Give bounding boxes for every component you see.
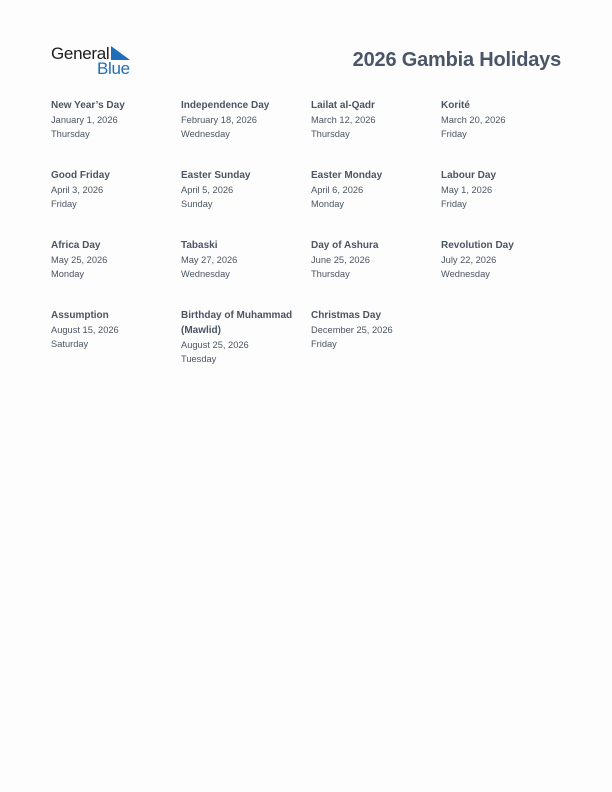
holiday-weekday: Friday [51,199,77,209]
holiday-item [181,98,307,141]
holiday-item [181,238,307,281]
holiday-date: April 5, 2026 [181,185,234,195]
holiday-item [51,98,177,141]
holiday-weekday: Thursday [311,129,350,139]
logo-triangle-icon [111,46,130,60]
logo-word-general: General [51,44,110,63]
holiday-weekday: Thursday [51,129,90,139]
holiday-weekday: Friday [441,129,467,139]
holiday-weekday: Thursday [311,269,350,279]
holiday-item [181,308,307,366]
holiday-name: New Year’s Day [51,100,125,111]
holiday-name: Day of Ashura [311,240,379,251]
holiday-name: Christmas Day [311,310,382,321]
holiday-item [51,168,177,211]
page-title: 2026 Gambia Holidays [352,49,561,71]
holiday-name: Africa Day [51,240,101,251]
holiday-item [441,168,567,211]
holiday-weekday: Monday [51,269,85,279]
holiday-weekday: Wednesday [181,269,230,279]
holiday-name: Birthday of Muhammad (Mawlid) [181,310,293,336]
holiday-date: April 6, 2026 [311,185,364,195]
holiday-weekday: Tuesday [181,354,217,364]
holiday-name: Revolution Day [441,240,514,251]
holiday-name: Independence Day [181,100,270,111]
holiday-date: May 1, 2026 [441,185,493,195]
holiday-item [181,168,307,211]
holiday-date: June 25, 2026 [311,255,370,265]
holiday-name: Easter Monday [311,170,383,181]
holiday-weekday: Monday [311,199,345,209]
holiday-item [51,308,177,351]
holiday-item [311,168,437,211]
holiday-weekday: Wednesday [441,269,490,279]
holiday-date: December 25, 2026 [311,325,393,335]
holiday-date: August 15, 2026 [51,325,119,335]
holiday-name: Tabaski [181,240,218,251]
holiday-item [311,308,437,351]
holiday-name: Korité [441,100,470,111]
holiday-date: March 12, 2026 [311,115,376,125]
holiday-item [441,98,567,141]
holiday-name: Labour Day [441,170,497,181]
holiday-item [441,238,567,281]
holiday-date: May 25, 2026 [51,255,108,265]
holiday-weekday: Wednesday [181,129,230,139]
logo-word-blue: Blue [97,59,130,78]
holiday-item [51,238,177,281]
holiday-date: January 1, 2026 [51,115,118,125]
holiday-item [311,98,437,141]
holiday-weekday: Friday [441,199,467,209]
holiday-date: July 22, 2026 [441,255,497,265]
holiday-weekday: Friday [311,339,337,349]
holiday-item [311,238,437,281]
generalblue-logo [51,44,135,78]
holiday-date: February 18, 2026 [181,115,257,125]
holiday-name: Lailat al-Qadr [311,100,375,111]
holiday-date: August 25, 2026 [181,340,249,350]
holiday-date: March 20, 2026 [441,115,506,125]
holiday-date: April 3, 2026 [51,185,104,195]
holiday-name: Easter Sunday [181,170,251,181]
holiday-weekday: Sunday [181,199,213,209]
holiday-name: Good Friday [51,170,110,181]
holiday-date: May 27, 2026 [181,255,238,265]
holiday-name: Assumption [51,310,109,321]
holiday-weekday: Saturday [51,339,89,349]
